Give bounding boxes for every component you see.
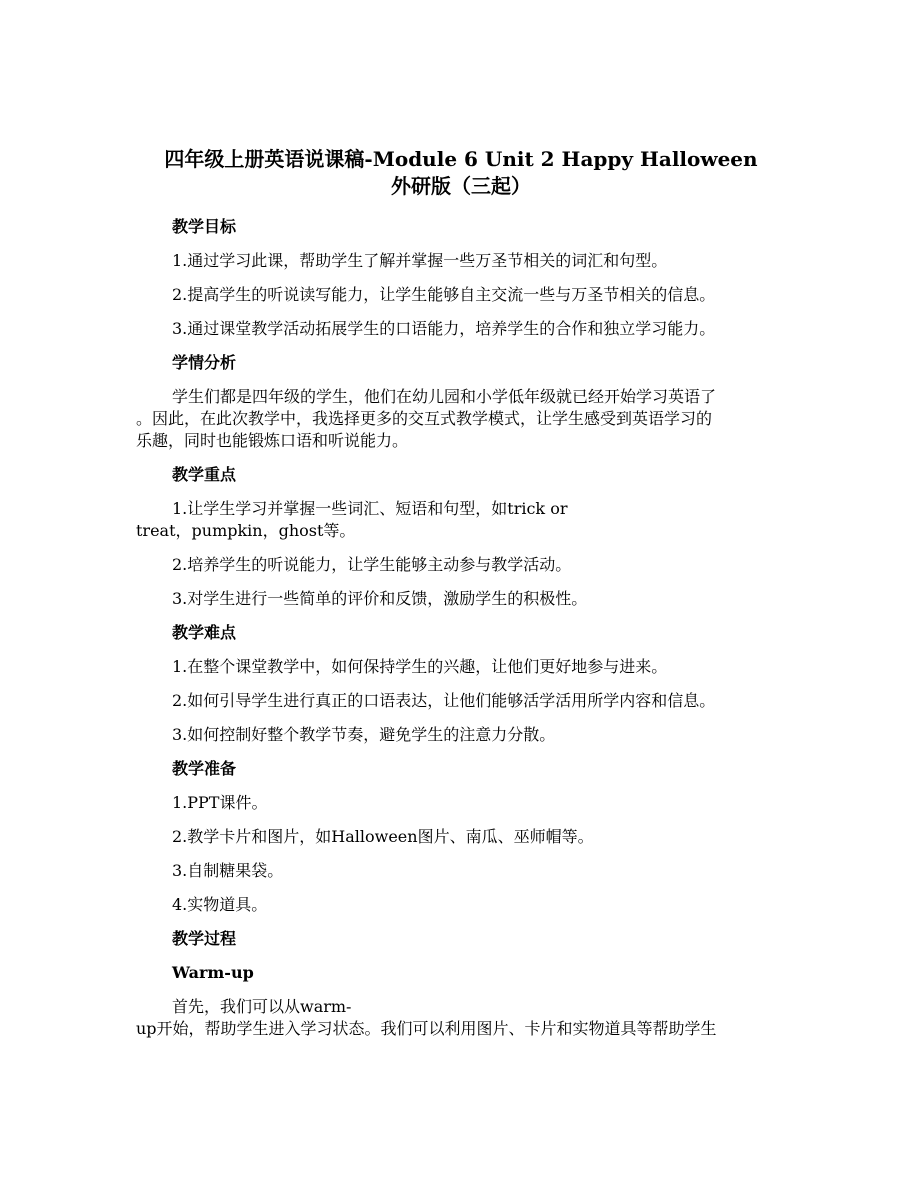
section-heading-goals: 教学目标 [172,217,237,236]
goal-item-1: 1.通过学习此课，帮助学生了解并掌握一些万圣节相关的词汇和句型。 [172,251,668,270]
subheading-warm-up: Warm-up [172,963,254,982]
process-paragraph [136,996,786,1040]
key-point-item-3: 3.对学生进行一些简单的评价和反馈，激励学生的积极性。 [172,589,588,608]
difficulty-item-2: 2.如何引导学生进行真正的口语表达，让他们能够活学活用所学内容和信息。 [172,691,716,710]
goal-item-3: 3.通过课堂教学活动拓展学生的口语能力，培养学生的合作和独立学习能力。 [172,319,716,338]
section-heading-process: 教学过程 [172,929,237,948]
document-title [136,146,786,200]
section-heading-key-points: 教学重点 [172,465,237,484]
section-heading-difficulties: 教学难点 [172,623,237,642]
key-point-item-1-line-1: 1.让学生学习并掌握一些词汇、短语和句型，如trick or [172,499,568,518]
analysis-line-2: 。因此，在此次教学中，我选择更多的交互式教学模式，让学生感受到英语学习的 [136,409,713,428]
difficulty-item-3: 3.如何控制好整个教学节奏，避免学生的注意力分散。 [172,725,556,744]
title-line-2: 外研版（三起） [391,174,531,198]
analysis-line-1: 学生们都是四年级的学生，他们在幼儿园和小学低年级就已经开始学习英语了 [172,387,717,406]
process-line-2: up开始，帮助学生进入学习状态。我们可以利用图片、卡片和实物道具等帮助学生 [136,1019,717,1038]
title-line-1: 四年级上册英语说课稿-Module 6 Unit 2 Happy Halloween [164,147,758,171]
difficulty-item-1: 1.在整个课堂教学中，如何保持学生的兴趣，让他们更好地参与进来。 [172,657,668,676]
preparation-item-4: 4.实物道具。 [172,895,268,914]
goal-item-2: 2.提高学生的听说读写能力，让学生能够自主交流一些与万圣节相关的信息。 [172,285,716,304]
document-content [136,146,786,1052]
analysis-paragraph [136,386,786,452]
key-point-item-1-line-2: treat，pumpkin，ghost等。 [136,521,356,540]
key-point-item-2: 2.培养学生的听说能力，让学生能够主动参与教学活动。 [172,555,572,574]
preparation-item-3: 3.自制糖果袋。 [172,861,284,880]
analysis-line-3: 乐趣，同时也能锻炼口语和听说能力。 [136,431,409,450]
section-heading-analysis: 学情分析 [172,353,237,372]
preparation-item-2: 2.教学卡片和图片，如Halloween图片、南瓜、巫师帽等。 [172,827,594,846]
section-heading-preparation: 教学准备 [172,759,237,778]
key-point-item-1 [136,498,786,542]
process-line-1: 首先，我们可以从warm- [172,997,352,1016]
preparation-item-1: 1.PPT课件。 [172,793,268,812]
